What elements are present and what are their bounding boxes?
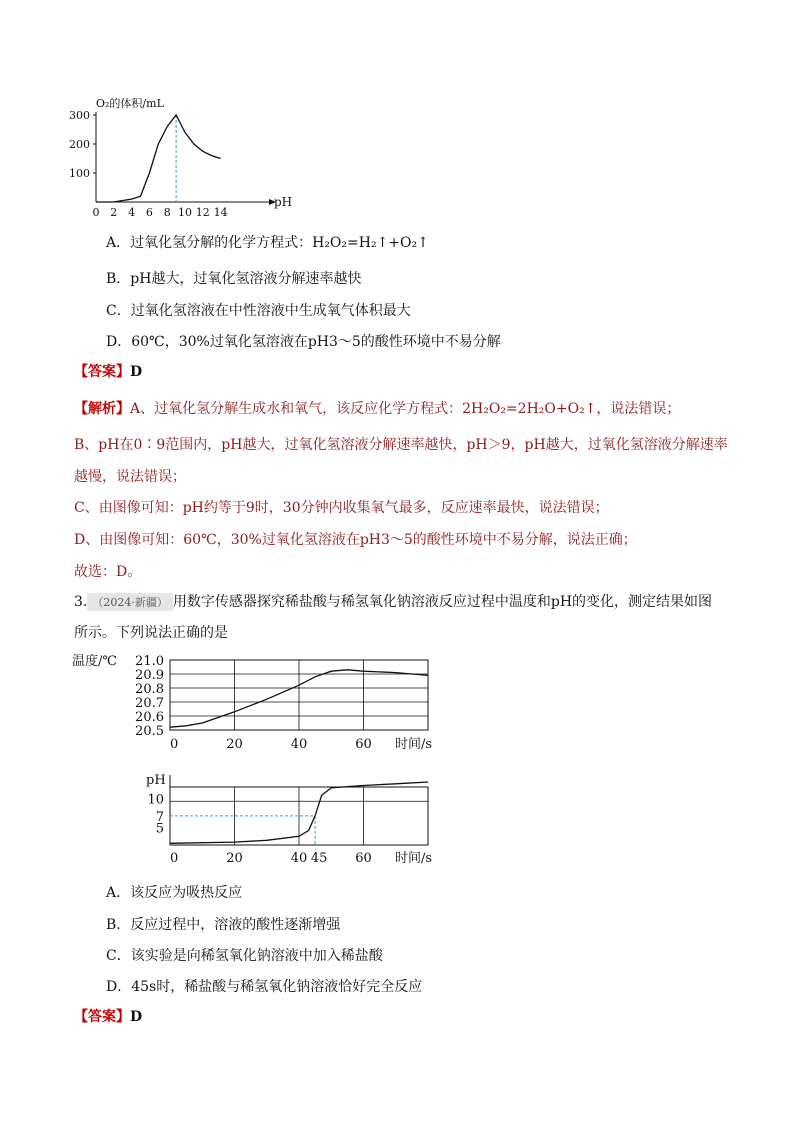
chart3-ytick-label: 10: [147, 792, 164, 808]
q1-explanation-line-1: [74, 398, 680, 418]
q3-number: 3.: [74, 594, 88, 610]
chart3-xtick-label: 40: [290, 851, 308, 866]
temperature-chart: [70, 650, 440, 754]
q1-explanation-line-3: 越慢，说法错误；: [74, 469, 186, 485]
chart2-xlabel: 时间/s: [395, 737, 433, 752]
chart1-xtick-label: 2: [110, 206, 118, 219]
chart3-xtick-label: 45: [310, 851, 328, 866]
q3-answer-value: D: [130, 1009, 143, 1025]
chart2-xtick-label: 20: [226, 737, 243, 752]
chart2-ytick-label: 21.0: [135, 654, 164, 669]
chart3-xtick-label: 0: [170, 851, 179, 866]
chart1-ytick-label: 200: [69, 138, 90, 151]
q3-stem-line-2: 所示。下列说法正确的是: [74, 625, 228, 641]
chart3-ytick-label: 7: [155, 809, 164, 825]
q3-option-b: B．反应过程中，溶液的酸性逐渐增强: [106, 917, 341, 933]
q3-option-a: A．该反应为吸热反应: [106, 885, 243, 901]
q1-option-c: C．过氧化氢溶液在中性溶液中生成氧气体积最大: [106, 303, 411, 319]
q3-option-d: D．45s时，稀盐酸与稀氢氧化钠溶液恰好完全反应: [106, 979, 423, 995]
ph-chart: [70, 770, 440, 870]
chart1-xtick-label: 14: [213, 206, 228, 219]
q1-explanation-text-1: A、过氧化氢分解生成水和氧气，该反应化学方程式：2H₂O₂=2H₂O+O₂↑，说法错误；: [130, 401, 681, 417]
chart1-xtick-label: 10: [178, 206, 192, 219]
q3-option-c: C．该实验是向稀氢氧化钠溶液中加入稀盐酸: [106, 948, 383, 964]
chart2-xtick-label: 0: [170, 737, 179, 752]
q3-answer: [74, 1006, 142, 1026]
q1-option-d: D．60℃，30%过氧化氢溶液在pH3～5的酸性环境中不易分解: [106, 334, 501, 350]
o2-volume-chart: [66, 92, 296, 222]
q1-option-b: B．pH越大，过氧化氢溶液分解速率越快: [106, 271, 362, 287]
chart2-ytick-label: 20.6: [135, 710, 164, 725]
q3-stem-text-1: 用数字传感器探究稀盐酸与稀氢氧化钠溶液反应过程中温度和pH的变化，测定结果如图: [172, 594, 713, 610]
q3-answer-label: 【答案】: [74, 1009, 130, 1025]
chart2-ytick-label: 20.7: [135, 696, 164, 711]
chart1-xlabel: pH: [274, 195, 293, 209]
chart2-ytick-label: 20.8: [135, 682, 164, 697]
chart1-xtick-label: 0: [92, 206, 100, 219]
q3-source-tag: （2024·新疆）: [87, 593, 173, 611]
chart1-series-line: [96, 115, 221, 202]
chart1-xtick-label: 6: [145, 206, 153, 219]
chart1-xtick-label: 12: [195, 206, 210, 219]
q3-stem-line-1: [74, 591, 712, 611]
chart3-ytick-label: 5: [155, 821, 164, 837]
chart2-ytick-label: 20.5: [135, 724, 164, 739]
chart1-ytick-label: 100: [69, 167, 90, 180]
chart2-ytick-label: 20.9: [135, 668, 164, 683]
chart1-ylabel: O₂的体积/mL: [96, 97, 164, 110]
chart1-xtick-label: 4: [128, 206, 136, 219]
q1-answer-label: 【答案】: [74, 364, 130, 380]
q1-explanation-line-6: 故选：D。: [74, 564, 142, 580]
q1-answer: [74, 361, 142, 381]
chart3-ylabel: pH: [146, 773, 166, 788]
q1-answer-value: D: [130, 364, 143, 380]
chart2-ylabel: 温度/℃: [72, 654, 117, 669]
q1-explanation-lead: 【解析】: [74, 401, 130, 417]
q1-explanation-line-5: D、由图像可知：60℃，30%过氧化氢溶液在pH3～5的酸性环境中不易分解，说法正确；: [74, 532, 637, 548]
chart1-ytick-label: 300: [69, 109, 90, 122]
chart2-xtick-label: 40: [290, 737, 308, 752]
chart3-xtick-label: 60: [355, 851, 372, 866]
chart1-xtick-label: 8: [163, 206, 171, 219]
chart2-xtick-label: 60: [355, 737, 372, 752]
chart3-xtick-label: 20: [226, 851, 243, 866]
q1-option-a: A．过氧化氢分解的化学方程式：H₂O₂=H₂↑+O₂↑: [106, 235, 429, 251]
q1-explanation-line-2: B、pH在0∶9范围内，pH越大，过氧化氢溶液分解速率越快，pH＞9，pH越大，过氧化氢溶液分解速率: [74, 437, 728, 453]
chart3-xlabel: 时间/s: [395, 851, 433, 866]
q1-explanation-line-4: C、由图像可知：pH约等于9时，30分钟内收集氧气最多，反应速率最快，说法错误；: [74, 500, 609, 516]
